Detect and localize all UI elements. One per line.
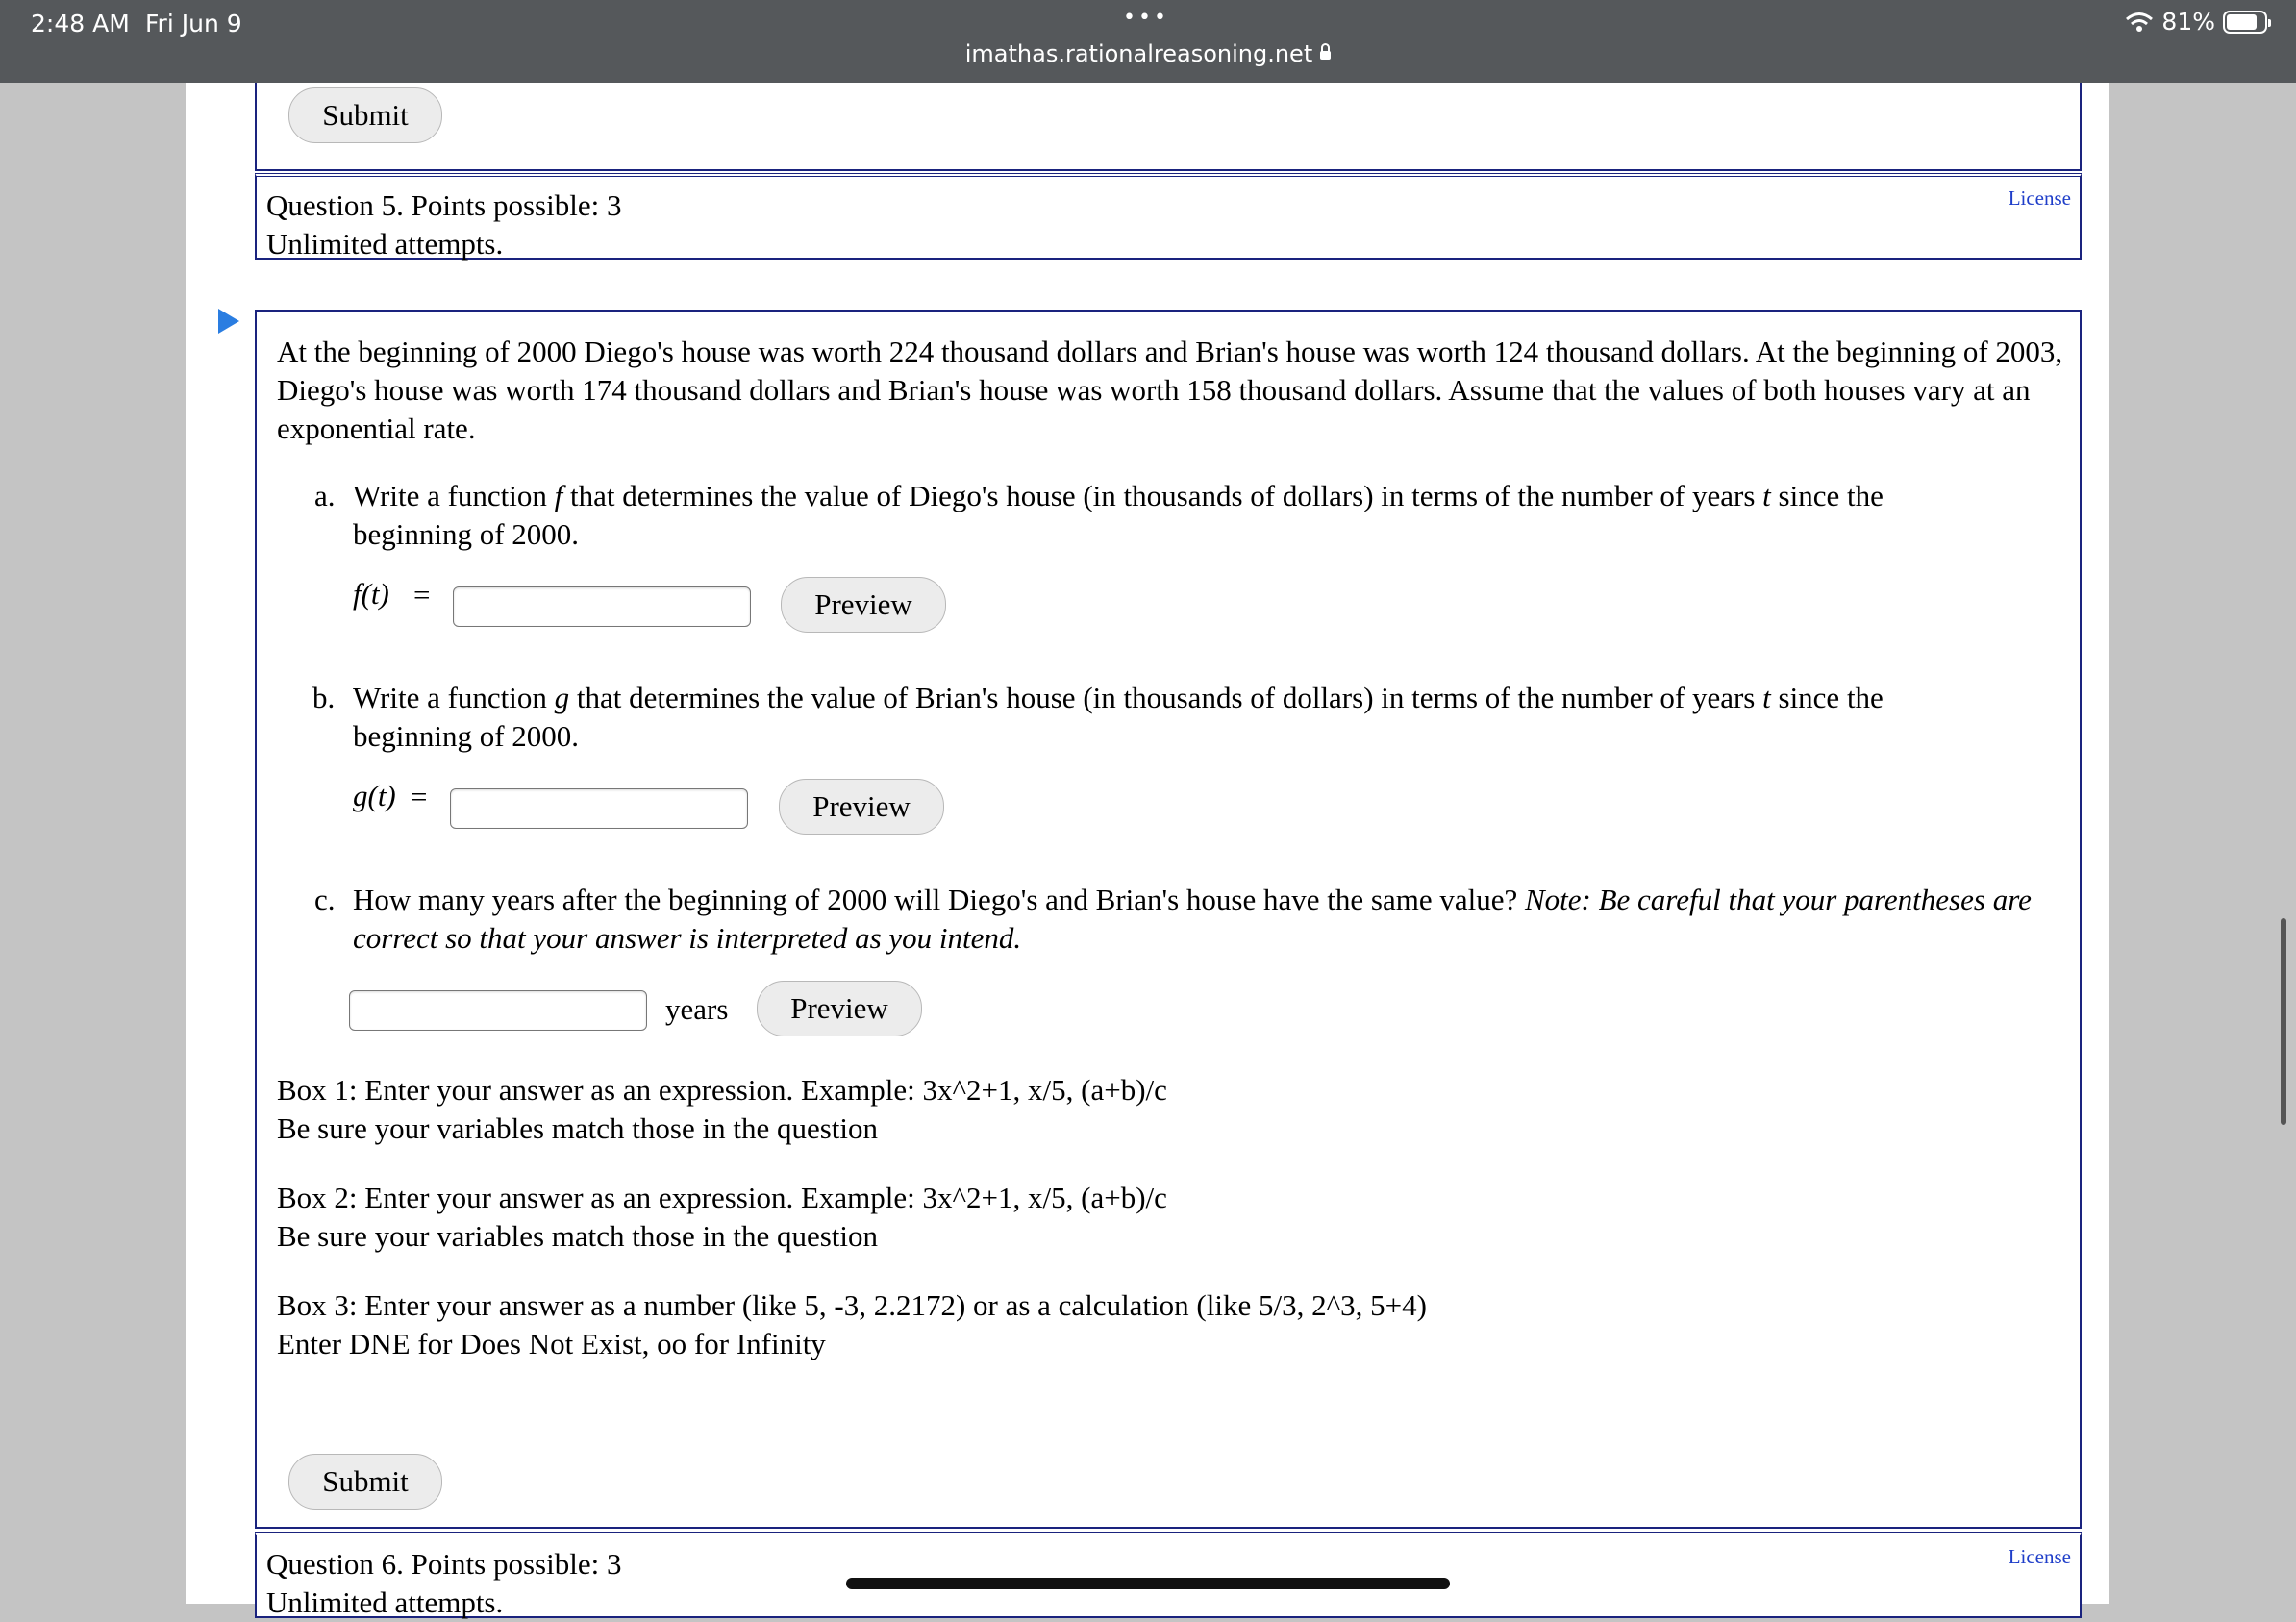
battery-icon bbox=[2223, 11, 2267, 34]
box2-hint-line1: Box 2: Enter your answer as an expression. Example: 3x^2+1, x/5, (a+b)/c bbox=[277, 1181, 1167, 1214]
scrollbar[interactable] bbox=[2281, 918, 2286, 1125]
years-unit-label: years bbox=[665, 992, 729, 1026]
current-question-pointer-icon bbox=[218, 309, 239, 334]
prev-question-box bbox=[255, 83, 2082, 171]
part-c-preview-button[interactable]: Preview bbox=[757, 981, 922, 1036]
question6-attempts: Unlimited attempts. bbox=[266, 1585, 504, 1619]
question6-header bbox=[255, 1532, 2082, 1618]
box3-hint-line1: Box 3: Enter your answer as a number (like 5, -3, 2.2172) or as a calculation (like 5/3, 2^3, 5+4) bbox=[277, 1288, 1427, 1322]
part-b-preview-button[interactable]: Preview bbox=[779, 779, 944, 835]
question5-license-link[interactable]: License bbox=[2008, 187, 2071, 210]
address-bar[interactable] bbox=[0, 40, 2296, 67]
question6-license-link[interactable]: License bbox=[2008, 1545, 2071, 1568]
lock-icon bbox=[1320, 51, 1331, 60]
question5-intro: At the beginning of 2000 Diego's house was worth 224 thousand dollars and Brian's house was worth 124 thousand dollars. At the beginning of 2003, Diego's house was worth 174 thousand dollars and Brian's house was worth 158 thousand dollars. Assume that the values of both houses vary at an exponential rate. bbox=[277, 335, 2063, 445]
part-b-label: g(t) bbox=[353, 779, 396, 812]
box2-hint-line2: Be sure your variables match those in the question bbox=[277, 1219, 879, 1253]
box1-hint-line1: Box 1: Enter your answer as an expression. Example: 3x^2+1, x/5, (a+b)/c bbox=[277, 1073, 1167, 1107]
part-a-equals: = bbox=[413, 578, 431, 611]
status-date: Fri Jun 9 bbox=[145, 10, 242, 37]
multitask-dots-icon[interactable]: ••• bbox=[1123, 6, 1169, 30]
part-b-prompt: Write a function g that determines the value of Brian's house (in thousands of dollars) in terms of the number of years t since the beginning of 2000. bbox=[353, 681, 1884, 753]
part-b-equals: = bbox=[411, 780, 428, 813]
part-a-preview-button[interactable]: Preview bbox=[781, 577, 946, 633]
url-text: imathas.rationalreasoning.net bbox=[964, 40, 1313, 67]
question6-title: Question 6. Points possible: 3 bbox=[266, 1547, 622, 1581]
part-a-label: f(t) bbox=[353, 577, 389, 611]
question5-attempts: Unlimited attempts. bbox=[266, 227, 504, 261]
years-input[interactable] bbox=[349, 990, 647, 1031]
g-of-t-input[interactable] bbox=[450, 788, 748, 829]
status-right bbox=[2125, 8, 2267, 36]
box3-hint-line2: Enter DNE for Does Not Exist, oo for Infinity bbox=[277, 1327, 826, 1360]
box1-hint-line2: Be sure your variables match those in the question bbox=[277, 1111, 879, 1145]
question5-body bbox=[255, 310, 2082, 1529]
page-content bbox=[186, 83, 2109, 1619]
home-indicator[interactable] bbox=[846, 1578, 1450, 1589]
part-a-prompt: Write a function f that determines the value of Diego's house (in thousands of dollars) in terms of the number of years t since the beginning of 2000. bbox=[353, 479, 1884, 551]
wifi-icon bbox=[2125, 11, 2154, 34]
question5-submit-button[interactable]: Submit bbox=[288, 1454, 442, 1510]
f-of-t-input[interactable] bbox=[453, 586, 751, 627]
part-c-marker: c. bbox=[314, 883, 336, 916]
part-a-marker: a. bbox=[314, 479, 336, 512]
status-bar bbox=[0, 0, 2296, 83]
part-b-marker: b. bbox=[312, 681, 336, 714]
battery-percent: 81% bbox=[2161, 8, 2215, 36]
question5-header bbox=[255, 173, 2082, 260]
prev-submit-button[interactable]: Submit bbox=[288, 87, 442, 143]
part-c-prompt: How many years after the beginning of 2000 will Diego's and Brian's house have the same value? Note: Be careful that your parentheses are correct so that your answer is interpreted as you intend. bbox=[353, 883, 2032, 955]
status-time: 2:48 AM bbox=[31, 10, 130, 37]
question5-title: Question 5. Points possible: 3 bbox=[266, 188, 622, 222]
